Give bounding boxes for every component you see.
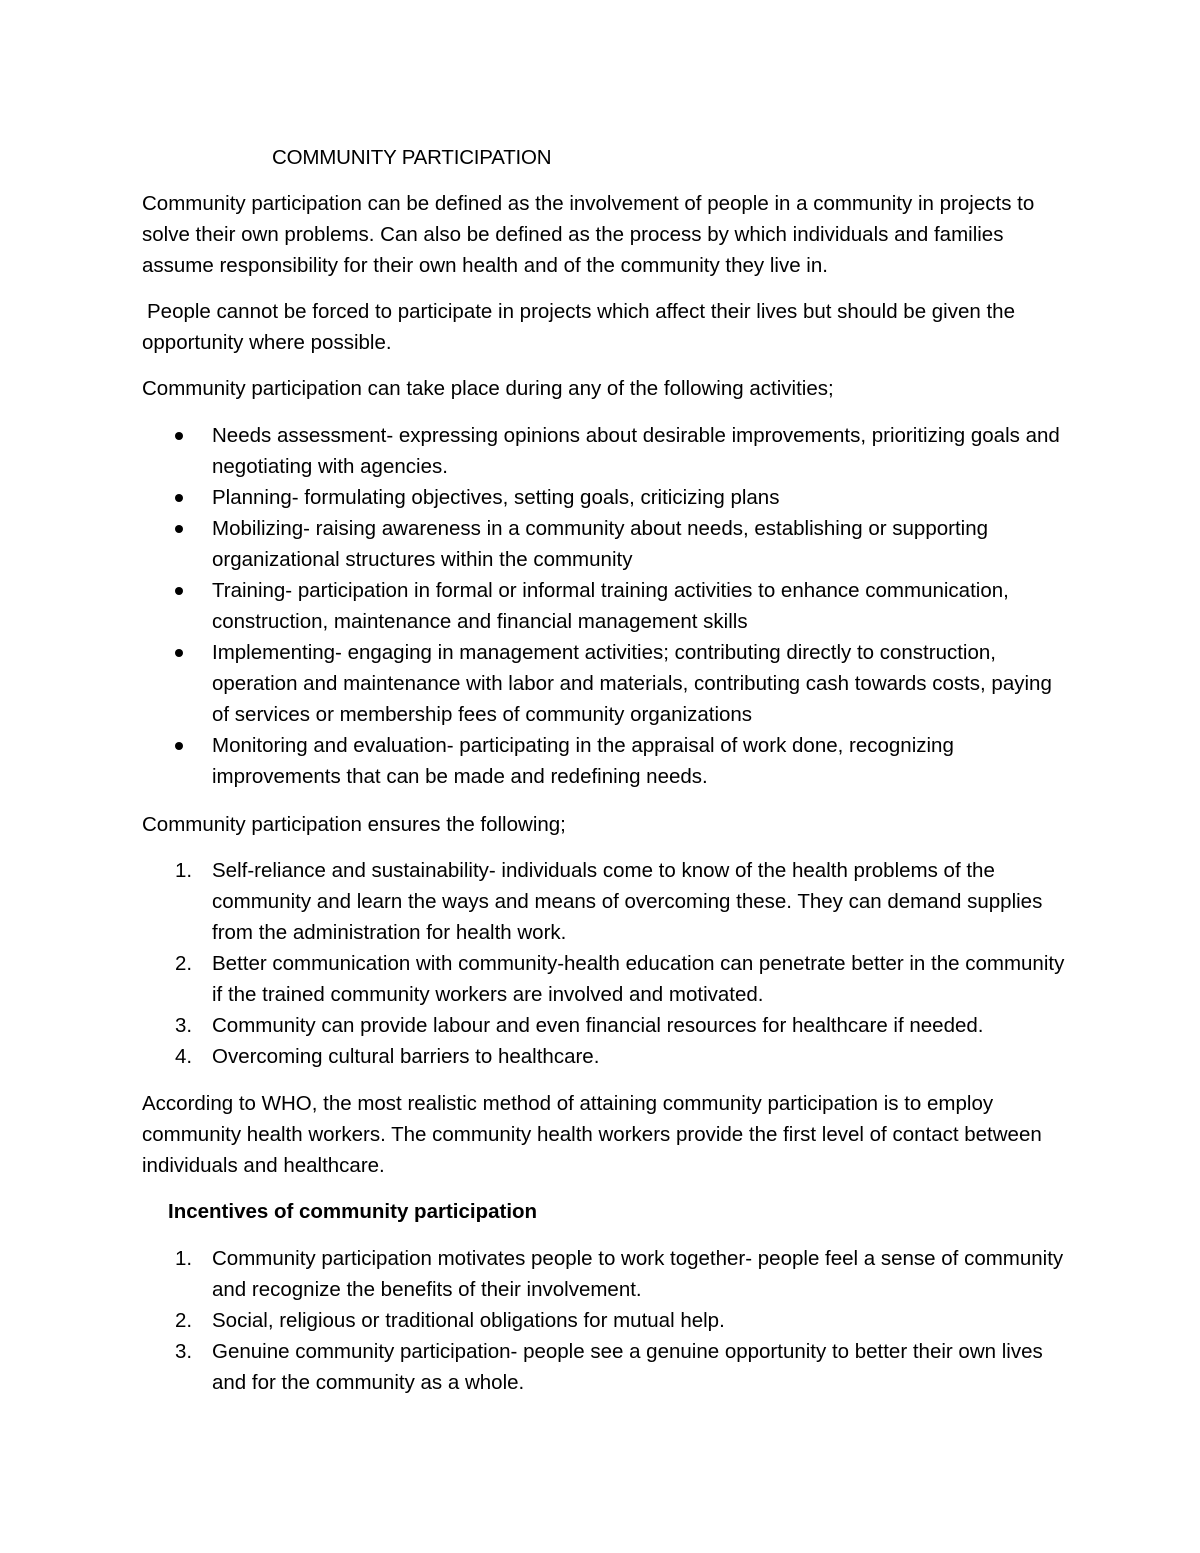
who-paragraph: According to WHO, the most realistic method of attaining community participation is to employ community health workers. The community health workers provide the first level of contact between individuals and healthcare. <box>142 1092 1042 1177</box>
list-item-text: Community can provide labour and even financial resources for healthcare if needed. <box>212 1014 984 1037</box>
ensures-intro: Community participation ensures the following; <box>142 813 566 836</box>
list-number: 2. <box>175 1309 193 1332</box>
bullet-icon <box>175 649 183 657</box>
list-item <box>142 482 1072 513</box>
list-item <box>142 1305 1072 1336</box>
list-item <box>142 513 1072 575</box>
list-item <box>142 637 1072 730</box>
list-item <box>142 948 1072 1010</box>
ensures-list <box>142 855 1072 1072</box>
bullet-icon <box>175 742 183 750</box>
list-item <box>142 1010 1072 1041</box>
list-number: 3. <box>175 1340 193 1363</box>
bullet-icon <box>175 432 183 440</box>
list-item-text: Genuine community participation- people see a genuine opportunity to better their own lives and for the community as a whole. <box>212 1340 1043 1394</box>
document-title: COMMUNITY PARTICIPATION <box>272 146 552 169</box>
list-item-text: Training- participation in formal or informal training activities to enhance communication, construction, maintenance and financial management skills <box>212 579 1009 633</box>
forced-paragraph: People cannot be forced to participate in projects which affect their lives but should be given the opportunity where possible. <box>142 300 1015 354</box>
list-item <box>142 730 1072 792</box>
list-item-text: Community participation motivates people to work together- people feel a sense of community and recognize the benefits of their involvement. <box>212 1247 1064 1301</box>
list-item-text: Needs assessment- expressing opinions about desirable improvements, prioritizing goals and negotiating with agencies. <box>212 424 1060 478</box>
bullet-icon <box>175 587 183 595</box>
list-item-text: Monitoring and evaluation- participating in the appraisal of work done, recognizing improvements that can be made and redefining needs. <box>212 734 954 788</box>
activities-intro: Community participation can take place during any of the following activities; <box>142 377 834 400</box>
bullet-icon <box>175 525 183 533</box>
list-item-text: Implementing- engaging in management activities; contributing directly to construction, operation and maintenance with labor and materials, contributing cash towards costs, paying of services or membership fees of community organizations <box>212 641 1052 726</box>
list-item-text: Overcoming cultural barriers to healthcare. <box>212 1045 600 1068</box>
list-item-text: Planning- formulating objectives, setting goals, criticizing plans <box>212 486 780 509</box>
list-item <box>142 1336 1072 1398</box>
incentives-heading: Incentives of community participation <box>168 1200 538 1223</box>
list-item <box>142 1041 1072 1072</box>
list-item <box>142 855 1072 948</box>
list-number: 4. <box>175 1045 193 1068</box>
intro-paragraph: Community participation can be defined as the involvement of people in a community in projects to solve their own problems. Can also be defined as the process by which individuals and families assume responsibility for their own health and of the community they live in. <box>142 192 1035 277</box>
list-item-text: Self-reliance and sustainability- individuals come to know of the health problems of the community and learn the ways and means of overcoming these. They can demand supplies from the administration for health work. <box>212 859 1043 944</box>
activities-list <box>142 420 1072 792</box>
list-number: 2. <box>175 952 193 975</box>
list-item-text: Better communication with community-health education can penetrate better in the community if the trained community workers are involved and motivated. <box>212 952 1065 1006</box>
list-number: 1. <box>175 859 193 882</box>
list-item <box>142 1243 1072 1305</box>
list-item-text: Social, religious or traditional obligations for mutual help. <box>212 1309 725 1332</box>
list-item <box>142 420 1072 482</box>
list-number: 1. <box>175 1247 193 1270</box>
bullet-icon <box>175 494 183 502</box>
list-item <box>142 575 1072 637</box>
incentives-list <box>142 1243 1072 1398</box>
list-item-text: Mobilizing- raising awareness in a community about needs, establishing or supporting organizational structures within the community <box>212 517 988 571</box>
list-number: 3. <box>175 1014 193 1037</box>
